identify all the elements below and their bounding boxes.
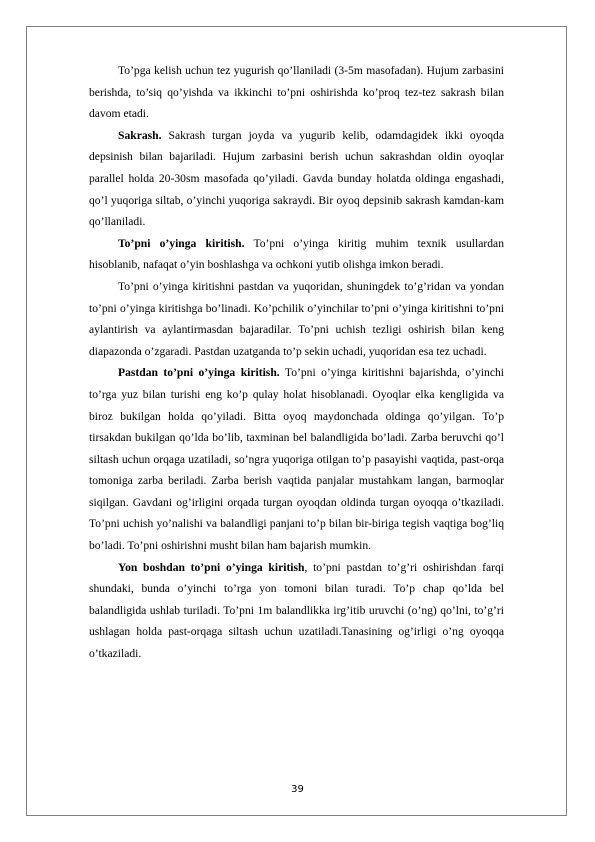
paragraph-heading: To’pni o’yinga kiritish. xyxy=(118,236,245,250)
page-content xyxy=(89,60,504,665)
paragraph-serve-types xyxy=(89,276,504,362)
paragraph-side-serve xyxy=(89,557,504,665)
paragraph-text: To’pga kelish uchun tez yugurish qo’llaniladi (3-5m masofadan). Hujum zarbasini berishda, to’siq qo’yishda va ikkinchi to’pni oshirishda ko’proq tez-tez sakrash bilan davom etadi. xyxy=(89,64,504,121)
paragraph-text: To’pni o’yinga kiritishni bajarishda, o’yinchi to’rga yuz bilan turishi eng ko’p qulay holat hisoblanadi. Oyoqlar elka kengligida va biroz bukilgan holda qo’yiladi. Bitta oyoq maydonchada oldinga qo’yilgan. To’p tirsakdan bukilgan qo’lda bo’lib, taxminan bel balandligida bo’ladi. Zarba beruvchi qo’l siltash uchun orqaga uzatiladi, so’ngra yuqoriga otilgan to’p pasayishi vaqtida, past-orqa tomoniga zarba beriladi. Zarba berish vaqtida panjalar mustahkam langan, barmoqlar siqilgan. Gavdani og’irligini orqada turgan oyoqdan oldinda turgan oyoqqa o’tkaziladi. To’pni uchish yo’nalishi va balandligi panjani to’p bilan bir-biriga tegish vaqtiga bog’liq bo’ladi. To’pni oshirishni musht bilan ham bajarish mumkin. xyxy=(89,366,504,553)
paragraph-heading: Sakrash. xyxy=(118,128,162,142)
page-number: 39 xyxy=(291,784,304,795)
paragraph-heading: Yon boshdan to’pni o’yinga kiritish xyxy=(118,560,305,574)
paragraph-text: To’pni o’yinga kiritig muhim texnik usullardan hisoblanib, nafaqat o’yin boshlashga va ochkoni yutib olishga imkon beradi. xyxy=(89,236,504,272)
paragraph-serve xyxy=(89,233,504,276)
paragraph-heading: Pastdan to’pni o’yinga kiritish. xyxy=(118,366,280,380)
paragraph-jump xyxy=(89,125,504,233)
paragraph-run-up xyxy=(89,60,504,125)
paragraph-text: , to’pni pastdan to’g’ri oshirishdan farqi shundaki, bunda o’yinchi to’rga yon tomoni bilan turadi. To’p chap qo’lda bel balandligida ushlab turiladi. To’pni 1m balandlikka irg’itib uruvchi (o’ng) qo’lni, to’g’ri ushlagan holda past-orqaga siltash uchun uzatiladi.Tanasining og’irligi o’ng oyoqqa o’tkaziladi. xyxy=(89,560,504,661)
paragraph-text: To’pni o’yinga kiritishni pastdan va yuqoridan, shuningdek to’g’ridan va yondan to’pni o’yinga kiritishga bo’linadi. Ko’pchilik o’yinchilar to’pni o’yinga kiritishni to’pni aylantirish va aylantirmasdan bajaradilar. To’pni uchish tezligi oshirish bilan keng diapazonda o’zgaradi. Pastdan uzatganda to’p sekin uchadi, yuqoridan esa tez uchadi. xyxy=(89,279,504,358)
paragraph-text: Sakrash turgan joyda va yugurib kelib, odamdagidek ikki oyoqda depsinish bilan bajariladi. Hujum zarbasini berish uchun sakrashdan oldin oyoqlar parallel holda 20-30sm masofada qo’yiladi. Gavda bunday holatda oldinga engashadi, qo’l yuqoriga siltab, o’yinchi yuqoriga sakraydi. Bir oyoq depsinib sakrash kamdan-kam qo’llaniladi. xyxy=(89,128,504,229)
paragraph-underhand-serve xyxy=(89,362,504,556)
